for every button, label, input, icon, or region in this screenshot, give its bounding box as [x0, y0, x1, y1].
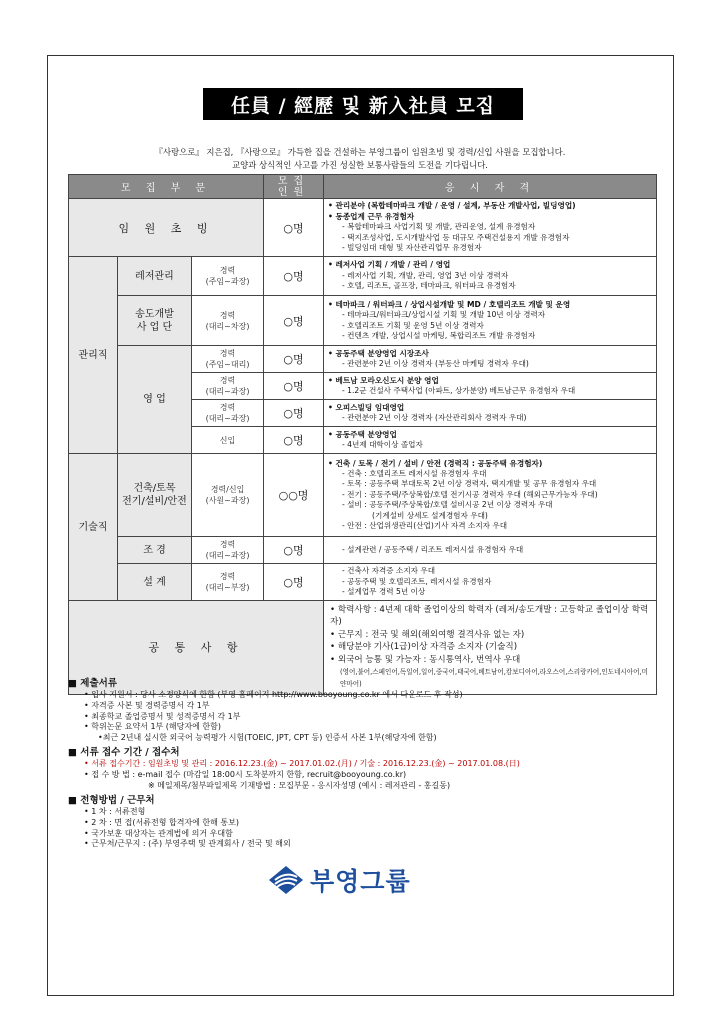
req-line: • 건축 / 토목 / 전기 / 설비 / 안전 (경력직 : 공동주택 유경험자)	[328, 458, 543, 468]
req	[324, 373, 657, 400]
list-item: • 접 수 방 법 : e-mail 접수 (마감일 18:00시 도착분까지 한함, recruit@booyoung.co.kr)	[84, 769, 407, 779]
req-line: - 컨텐츠 개발, 상업시설 마케팅, 복합리조트 개발 유경험자	[342, 330, 536, 340]
company-logo	[268, 862, 411, 898]
req	[324, 537, 657, 564]
req-line: • 오피스빌딩 임대영업	[328, 402, 405, 412]
list-item: • 2 차 : 면 접(서류전형 합격자에 한해 통보)	[84, 817, 240, 827]
grade: 경력 (대리~과장)	[192, 400, 264, 427]
req-line: • 외국어 능통 및 가능자 : 동시통역사, 번역사 우대	[330, 654, 521, 665]
req	[324, 346, 657, 373]
req-line: - 설계업무 경력 5년 이상	[342, 587, 426, 597]
req-line: - 복합테마파크 사업기획 및 개발, 관리운영, 설계 유경험자	[342, 222, 536, 232]
list-item: ※ 메일제목/첨부파일제목 기재방법 : 모집부문 - 응시자성명 (예시 : 레저관리 - 홍길동)	[148, 780, 451, 790]
grade: 신입	[192, 427, 264, 454]
req-line: - 전기 : 공동주택/주상복합/호텔 전기시공 경력자 우대 (해외근무가능자 우대)	[342, 489, 598, 499]
table-row	[69, 454, 657, 537]
grade: 경력 (대리~과장)	[192, 537, 264, 564]
intro-line-2: 교양과 상식적인 사고를 가진 성실한 보통사람들의 도전을 기다립니다.	[232, 160, 488, 170]
table-row	[69, 257, 657, 296]
count: ○명	[264, 346, 324, 373]
exec-label: 임 원 초 빙	[69, 199, 264, 257]
intro-text	[60, 146, 660, 172]
req-line: - 건축사 자격증 소지자 우대	[342, 566, 436, 576]
table-row	[69, 346, 657, 373]
dept-construction: 건축/토목 전기/설비/안전	[118, 454, 192, 537]
group-technical: 기술직	[69, 454, 118, 601]
header-dept: 모 집 부 문	[69, 175, 264, 199]
req-line: - 레저사업 기획, 개발, 관리, 영업 3년 이상 경력자	[342, 270, 509, 280]
req-line: - 테마파크/워터파크/상업시설 기획 및 개발 10년 이상 경력자	[342, 310, 546, 320]
req-line: - 택지조성사업, 도시개발사업 등 대규모 주택건설용지 개발 유경험자	[342, 232, 570, 242]
list-item: • 1 차 : 서류전형	[84, 807, 146, 816]
req-line: • 베트남 모라오신도시 분양 영업	[328, 375, 439, 385]
language-list: (영어,불어,스페인어,독일어,일어,중국어,태국어,베트남어,캄보디아어,라오스어,스리랑카어,인도네시아어,미얀마어)	[340, 668, 648, 689]
req-line: - 관련분야 2년 이상 경력자 (자산관리회사 경력자 우대)	[342, 413, 527, 422]
exec-count: ○명	[264, 199, 324, 257]
req-line: - 설비 : 공동주택/주상복합/호텔 설비시공 2년 이상 경력자 우대	[342, 500, 553, 510]
exec-req	[324, 199, 657, 257]
count: ○명	[264, 400, 324, 427]
count: ○명	[264, 427, 324, 454]
count: ○명	[264, 296, 324, 346]
grade: 경력 (대리~차장)	[192, 296, 264, 346]
intro-line-1: 『사랑으로』 지은집, 『사랑으로』 가득한 집을 건설하는 부영그룹이 임원초빙 및 경력/신입 사원을 모집합니다.	[154, 147, 566, 157]
section-docs	[68, 677, 648, 744]
list-item: •최근 2년내 실시한 외국어 능력평가 시험(TOEIC, JPT, CPT 등) 인증서 사본 1부(해당자에 한함)	[98, 733, 437, 743]
req-line: - 4년제 대학이상 졸업자	[342, 440, 423, 449]
list-item: • 학위논문 요약서 1부 (해당자에 한함)	[84, 722, 221, 732]
req	[324, 564, 657, 601]
grade: 경력 (주임~대리)	[192, 346, 264, 373]
list-item: • 입사 지원서 : 당사 소정양식에 한함 (부영 홈페이지 http://www.booyoung.co.kr 에서 다운로드 후 작성)	[84, 690, 463, 699]
group-management: 관리직	[69, 257, 118, 454]
req-line: - 안전 : 산업위생관리(산업)기사 자격 소지자 우대	[342, 521, 508, 531]
req-line: - 빌딩임대 대형 및 자산관리업무 유경험자	[342, 243, 482, 253]
req-line: • 레저사업 기획 / 개발 / 관리 / 영업	[328, 260, 451, 270]
list-item: • 자격증 사본 및 경력증명서 각 1부	[84, 700, 210, 710]
table-row	[69, 296, 657, 346]
dept-sales: 영 업	[118, 346, 192, 454]
req-line: • 테마파크 / 워터파크 / 상업시설개발 및 MD / 호텔리조트 개발 및 운영	[328, 299, 571, 309]
req-line: - 토목 : 공동주택 부대토목 2년 이상 경력자, 택지개발 및 공무 유경험자 우대	[342, 479, 597, 489]
grade: 경력/신입 (사원~과장)	[192, 454, 264, 537]
req-line: - 건축 : 호텔리조트 레저시설 유경험자 우대	[342, 468, 487, 478]
logo-mark-icon	[268, 865, 304, 895]
count: ○명	[264, 373, 324, 400]
header-req: 응 시 자 격	[324, 175, 657, 199]
logo-text: 부영그룹	[310, 867, 411, 896]
req-line: - 호텔리조트 기획 및 운영 5년 이상 경력자	[342, 320, 484, 330]
req-line: - 1.2군 건설사 주택사업 (아파트, 상가분양) 베트남근무 유경험자 우대	[342, 386, 576, 395]
req	[324, 400, 657, 427]
req-line: (기계설비 상세도 설계경험자 우대)	[372, 510, 488, 520]
dept-landscape: 조 경	[118, 537, 192, 564]
count: ○○명	[264, 454, 324, 537]
req-line: - 호텔, 리조트, 골프장, 테마파크, 워터파크 유경험자	[342, 281, 516, 291]
dept-design: 설 계	[118, 564, 192, 601]
table-row	[69, 199, 657, 257]
dept-leisure: 레저관리	[118, 257, 192, 296]
table-header-row	[69, 175, 657, 199]
req-line: - 설계관련 / 공동주택 / 리조트 레저시설 유경험자 우대	[342, 544, 524, 554]
list-item: • 서류 접수기간 : 임원초빙 및 관리 : 2016.12.23.(金) ~ 2017.01.02.(月) / 기술 : 2016.12.23.(金) ~ 2017.01.08.(日)	[84, 759, 520, 768]
header-count: 모집 인원	[264, 175, 324, 199]
req	[324, 454, 657, 537]
req	[324, 296, 657, 346]
section-heading: ■ 서류 접수 기간 / 접수처	[68, 747, 180, 758]
req-line: • 근무지 : 전국 및 해외(해외여행 결격사유 없는 자)	[330, 629, 525, 640]
grade: 경력 (주임~과장)	[192, 257, 264, 296]
req-line: • 학력사항 : 4년제 대학 졸업이상의 학력자 (레저/송도개발 : 고등학교 졸업이상 학력자)	[330, 605, 649, 628]
list-item: • 최종학교 졸업증명서 및 성적증명서 각 1부	[84, 711, 241, 721]
req	[324, 427, 657, 454]
req-line: • 공동주택 분양영업	[328, 429, 397, 439]
req-line: - 공동주택 및 호텔리조트, 레저시설 유경험자	[342, 576, 492, 586]
req-line: • 해당분야 기사(1급)이상 자격증 소지자 (기술직)	[330, 642, 518, 653]
req-line: • 공동주택 분양영업 시장조사	[328, 348, 429, 358]
count: ○명	[264, 257, 324, 296]
list-item: • 근무처/근무지 : (주) 부영주택 및 관계회사 / 전국 및 해외	[84, 839, 291, 849]
common-label: 공 통 사 항	[69, 601, 324, 695]
section-heading: ■ 제출서류	[68, 678, 117, 689]
list-item: • 국가보훈 대상자는 관계법에 의거 우대함	[84, 828, 233, 838]
dept-songdo: 송도개발 사 업 단	[118, 296, 192, 346]
table-row	[69, 537, 657, 564]
req-line: • 관리분야 (복합테마파크 개발 / 운영 / 설계, 부동산 개발사업, 빌딩영업)	[328, 201, 576, 211]
req	[324, 257, 657, 296]
count: ○명	[264, 537, 324, 564]
req-line: - 관련분야 2년 이상 경력자 (부동산 마케팅 경력자 우대)	[342, 359, 529, 368]
section-period	[68, 746, 648, 791]
grade: 경력 (대리~부장)	[192, 564, 264, 601]
section-heading: ■ 전형방법 / 근무처	[68, 795, 155, 806]
recruitment-table	[68, 174, 657, 695]
count: ○명	[264, 564, 324, 601]
grade: 경력 (대리~과장)	[192, 373, 264, 400]
section-process	[68, 794, 648, 850]
page-title: 任員 / 經歷 및 新入社員 모집	[203, 88, 523, 120]
req-line: • 동종업계 근무 유경험자	[328, 211, 415, 221]
table-row	[69, 564, 657, 601]
